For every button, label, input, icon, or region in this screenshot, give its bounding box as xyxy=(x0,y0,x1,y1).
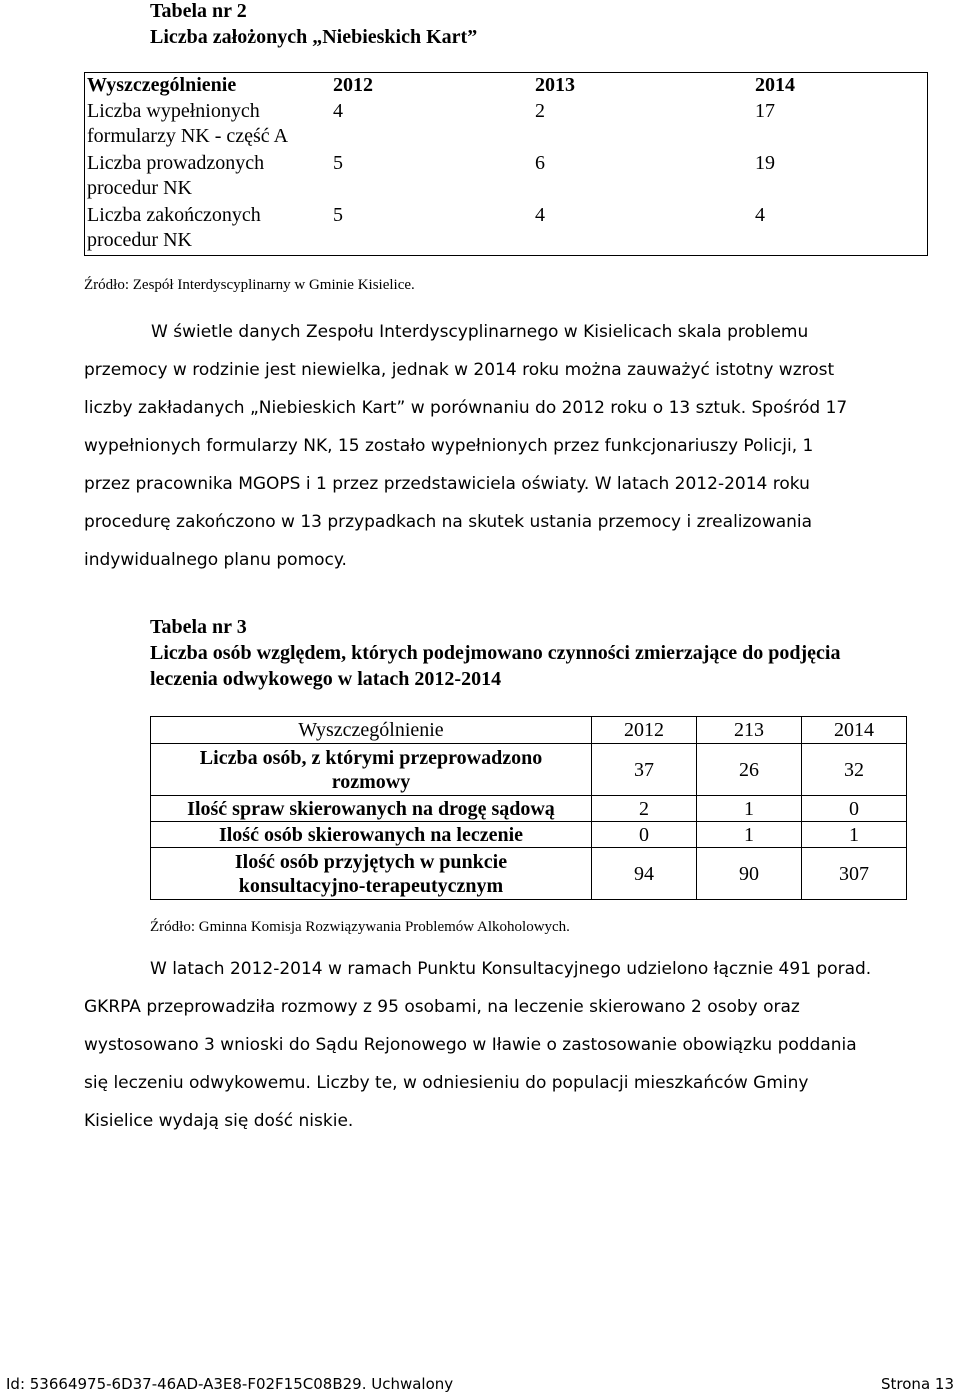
table3-header-cell: Wyszczególnienie xyxy=(151,717,592,744)
paragraph-line: indywidualnego planu pomocy. xyxy=(84,550,347,570)
table3-header-cell: 2012 xyxy=(592,717,697,744)
table3-title-line3: leczenia odwykowego w latach 2012-2014 xyxy=(150,668,502,690)
row-label: Ilość spraw skierowanych na drogę sądową xyxy=(151,796,592,822)
cell-value: 32 xyxy=(802,744,907,796)
table-row xyxy=(85,203,927,255)
table3-header-row xyxy=(151,717,907,744)
table2 xyxy=(84,72,928,256)
table3-title-line1: Tabela nr 3 xyxy=(150,616,247,638)
row-label-line: procedur NK xyxy=(87,177,192,199)
cell-value: 0 xyxy=(802,796,907,822)
row-label: Ilość osób skierowanych na leczenie xyxy=(151,822,592,848)
cell-value: 0 xyxy=(592,822,697,848)
cell-value: 94 xyxy=(592,848,697,900)
table-row xyxy=(85,99,927,151)
paragraph-line: Kisielice wydają się dość niskie. xyxy=(84,1111,354,1131)
paragraph-line: liczby zakładanych „Niebieskich Kart” w porównaniu do 2012 roku o 13 sztuk. Spośród 17 xyxy=(84,398,848,418)
cell-value: 307 xyxy=(802,848,907,900)
paragraph-line: przez pracownika MGOPS i 1 przez przedstawiciela oświaty. W latach 2012-2014 roku xyxy=(84,474,810,494)
cell-2013: 6 xyxy=(535,152,545,174)
table2-header-cell: Wyszczególnienie xyxy=(87,74,237,96)
cell-2013: 2 xyxy=(535,100,545,122)
row-label xyxy=(151,848,592,900)
table3-header-cell: 213 xyxy=(697,717,802,744)
table2-header-cell: 2012 xyxy=(333,74,373,96)
footer-page-number: Strona 13 xyxy=(881,1375,954,1393)
paragraph1 xyxy=(84,313,922,579)
table2-header-cell: 2014 xyxy=(755,74,795,96)
row-label xyxy=(85,99,333,151)
table-row xyxy=(151,848,907,900)
paragraph-line: się leczeniu odwykowemu. Liczby te, w odniesieniu do populacji mieszkańców Gminy xyxy=(84,1073,809,1093)
table2-header-row xyxy=(85,73,927,99)
row-label xyxy=(85,203,333,255)
row-label-line: rozmowy xyxy=(331,770,411,793)
paragraph-line: przemocy w rodzinie jest niewielka, jednak w 2014 roku można zauważyć istotny wzrost xyxy=(84,360,835,380)
cell-2013: 4 xyxy=(535,204,545,226)
cell-value: 90 xyxy=(697,848,802,900)
paragraph-line: wystosowano 3 wnioski do Sądu Rejonowego w Iławie o zastosowanie obowiązku poddania xyxy=(84,1035,857,1055)
cell-2014: 4 xyxy=(755,204,765,226)
table-row xyxy=(151,796,907,822)
row-label xyxy=(151,744,592,796)
table2-title xyxy=(150,0,477,50)
cell-value: 1 xyxy=(697,822,802,848)
table-row xyxy=(85,151,927,203)
table-row xyxy=(151,822,907,848)
table2-title-line1: Tabela nr 2 xyxy=(150,0,247,22)
table3-title-line2: Liczba osób względem, których podejmowano czynności zmierzające do podjęcia xyxy=(150,642,841,664)
row-label-line: Ilość osób przyjętych w punkcie xyxy=(234,850,508,873)
row-label-line: Liczba zakończonych xyxy=(87,204,261,226)
row-label-line: Liczba prowadzonych xyxy=(87,152,265,174)
row-label-line: konsultacyjno-terapeutycznym xyxy=(238,874,504,897)
table2-title-line2: Liczba założonych „Niebieskich Kart” xyxy=(150,26,478,48)
cell-2014: 17 xyxy=(755,100,775,122)
table-row xyxy=(151,744,907,796)
paragraph-line: procedurę zakończono w 13 przypadkach na skutek ustania przemocy i zrealizowania xyxy=(84,512,813,532)
cell-2012: 5 xyxy=(333,152,343,174)
table3-title xyxy=(150,614,840,692)
cell-value: 1 xyxy=(802,822,907,848)
row-label-line: Liczba wypełnionych xyxy=(87,100,260,122)
footer-document-id: Id: 53664975-6D37-46AD-A3E8-F02F15C08B29. Uchwalony xyxy=(6,1375,454,1393)
table3-header-cell: 2014 xyxy=(802,717,907,744)
cell-value: 37 xyxy=(592,744,697,796)
cell-value: 2 xyxy=(592,796,697,822)
paragraph-line: wypełnionych formularzy NK, 15 zostało wypełnionych przez funkcjonariuszy Policji, 1 xyxy=(84,436,814,456)
table3 xyxy=(150,716,907,900)
row-label-line: procedur NK xyxy=(87,229,192,251)
row-label-line: Liczba osób, z którymi przeprowadzono xyxy=(199,746,543,769)
row-label xyxy=(85,151,333,203)
table3-source: Źródło: Gminna Komisja Rozwiązywania Problemów Alkoholowych. xyxy=(150,919,570,935)
table2-source: Źródło: Zespół Interdyscyplinarny w Gminie Kisielice. xyxy=(84,277,415,293)
cell-2014: 19 xyxy=(755,152,775,174)
paragraph2 xyxy=(84,950,922,1140)
paragraph-line: GKRPA przeprowadziła rozmowy z 95 osobami, na leczenie skierowano 2 osoby oraz xyxy=(84,997,800,1017)
row-label-line: formularzy NK - część A xyxy=(87,125,289,147)
cell-2012: 4 xyxy=(333,100,343,122)
cell-2012: 5 xyxy=(333,204,343,226)
table2-header-cell: 2013 xyxy=(535,74,575,96)
cell-value: 1 xyxy=(697,796,802,822)
paragraph-line: W latach 2012-2014 w ramach Punktu Konsultacyjnego udzielono łącznie 491 porad. xyxy=(150,959,872,979)
paragraph-line: W świetle danych Zespołu Interdyscyplinarnego w Kisielicach skala problemu xyxy=(151,322,809,342)
cell-value: 26 xyxy=(697,744,802,796)
